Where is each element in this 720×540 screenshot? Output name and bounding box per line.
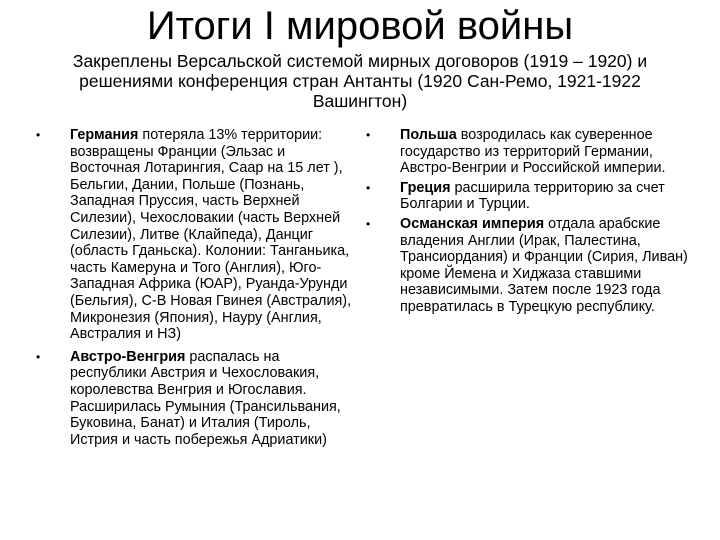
slide-title: Итоги I мировой войны xyxy=(146,4,574,48)
bullet-icon: • xyxy=(36,349,41,364)
list-item-greece xyxy=(366,179,692,213)
text-poland: возродилась как суверенное государство из территорий Германии, Австро-Венгрии и Российской империи. xyxy=(400,127,666,177)
list-item-ottoman-empire xyxy=(366,215,692,316)
term-poland: Польша xyxy=(400,127,457,143)
right-bullet-list xyxy=(366,127,692,319)
text-ottoman-empire: отдала арабские владения Англии (Ирак, Палестина, Трансиордания) и Франции (Сирия, Ливан) кроме Йемена и Хиджаза ставшими независимыми. Затем после 1923 года превратилась в Турецкую республику. xyxy=(400,215,688,315)
text-austria-hungary: распалась на республики Австрия и Чехословакия, королевства Венгрия и Югославия. Расширилась Румыния (Трансильвания, Буковина, Банат) и Италия (Тироль, Истрия и часть побережья Адриатики) xyxy=(70,348,341,448)
bullet-icon: • xyxy=(366,180,371,195)
list-item-germany xyxy=(36,127,355,343)
bullet-icon: • xyxy=(366,216,371,231)
term-ottoman-empire: Османская империя xyxy=(400,215,545,232)
text-germany: потеряла 13% территории: возвращены Франции (Эльзас и Восточная Лотарингия, Саар на 15 лет ), Бельгии, Дании, Польше (Познань, Западная Пруссия, часть Верхней Силезии), Чехословакии (часть Верхней Силезии), Литве (Клайпеда), Данциг (область Гданьска). Колонии: Танганьика, часть Камеруна и Того (Англия), Юго-Западная Африка (ЮАР), Руанда-Урунди (Бельгия), С-В Новая Гвинея (Австралия), Микронезия (Япония), Науру (Англия, Австралия и НЗ) xyxy=(70,127,352,343)
list-item-austria-hungary xyxy=(36,348,355,449)
term-austria-hungary: Австро-Венгрия xyxy=(70,348,186,365)
left-bullet-list xyxy=(36,127,355,454)
slide-subtitle: Закреплены Версальской системой мирных договоров (1919 – 1920) и решениями конференция стран Антанты (1920 Сан-Ремо, 1921-1922 Вашингтон) xyxy=(72,51,648,111)
bullet-icon: • xyxy=(36,128,41,142)
term-germany: Германия xyxy=(70,127,139,143)
term-greece: Греция xyxy=(400,179,451,196)
list-item-poland xyxy=(366,127,692,177)
bullet-icon: • xyxy=(366,128,371,142)
text-greece: расширила территорию за счет Болгарии и Турции. xyxy=(400,179,665,213)
